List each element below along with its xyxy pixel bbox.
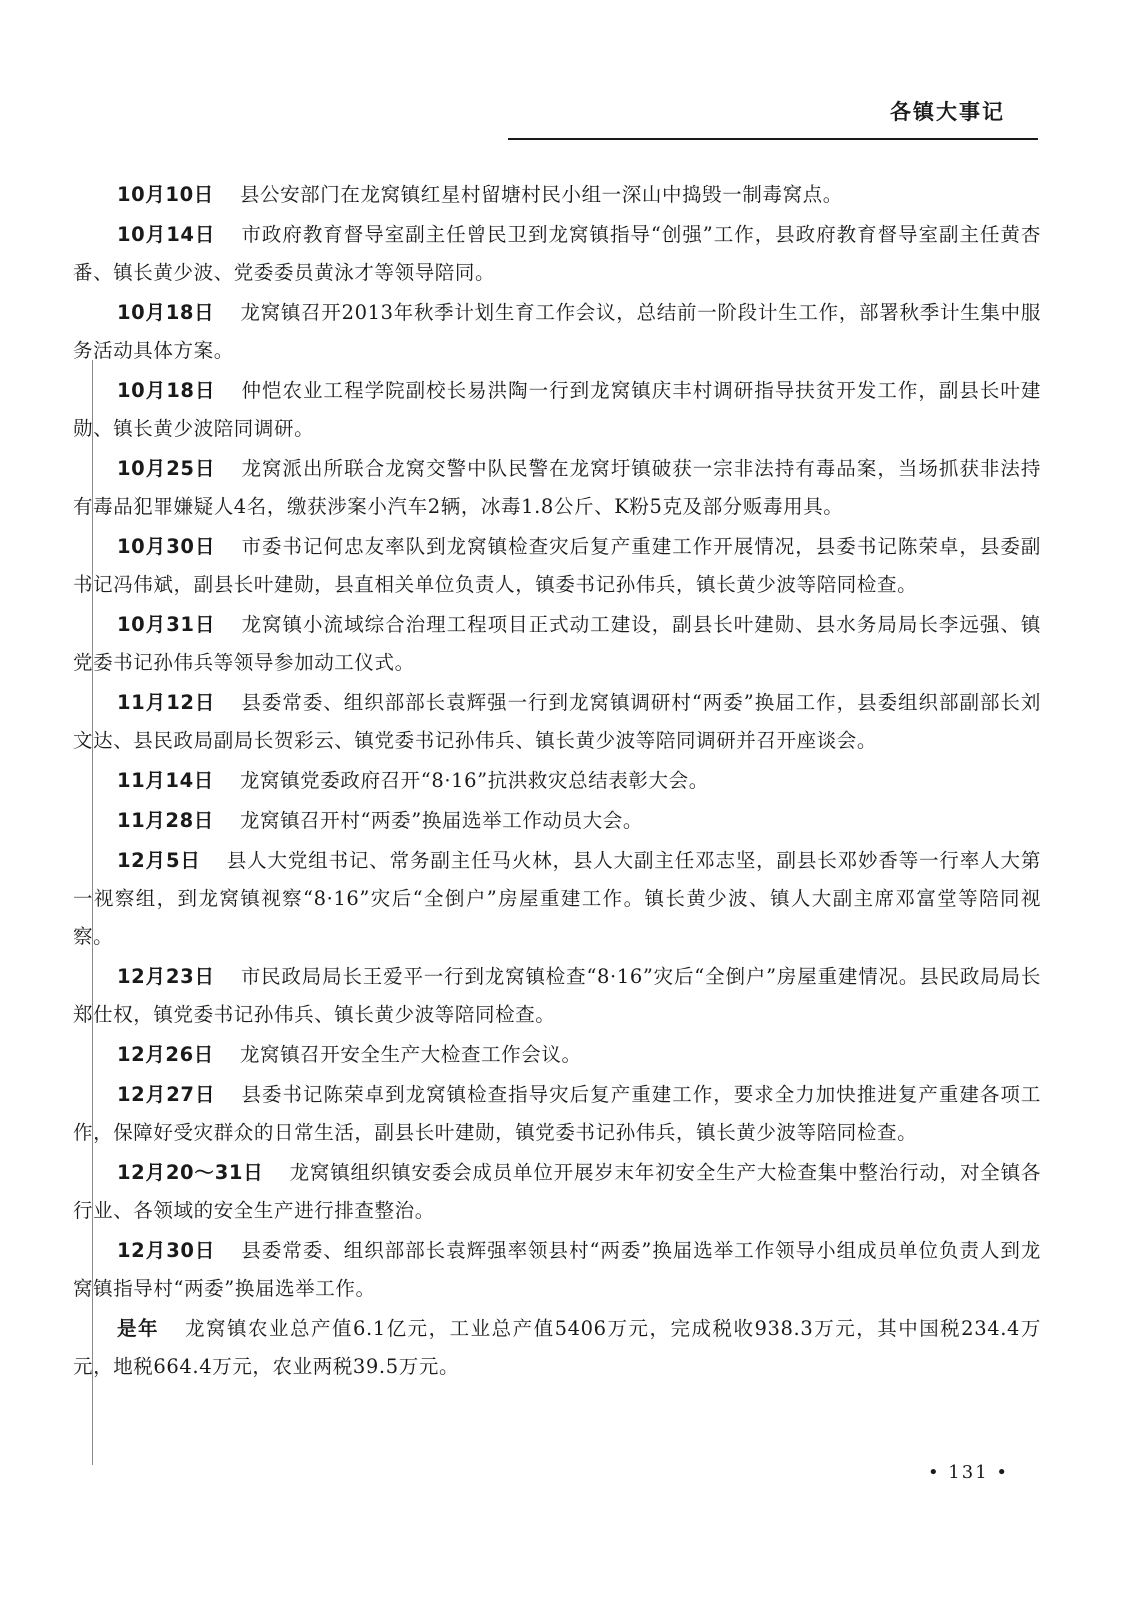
- entry-date: 11月12日: [117, 691, 216, 714]
- chronicle-entry: [73, 450, 1041, 526]
- entry-text: 龙窝镇农业总产值6.1亿元，工业总产值5406万元，完成税收938.3万元，其中国税234.4万元，地税664.4万元，农业两税39.5万元。: [73, 1317, 1042, 1378]
- chronicle-entry: [73, 294, 1041, 370]
- entry-text: 龙窝镇召开安全生产大检查工作会议。: [239, 1043, 582, 1066]
- entry-date: 11月14日: [117, 769, 214, 792]
- entry-date: 12月20～31日: [117, 1161, 264, 1184]
- entry-text: 龙窝镇召开村“两委”换届选举工作动员大会。: [239, 809, 643, 832]
- chronicle-entries: [73, 176, 1041, 1388]
- entry-text: 县委书记陈荣卓到龙窝镇检查指导灾后复产重建工作，要求全力加快推进复产重建各项工作，保障好受灾群众的日常生活，副县长叶建勋，镇党委书记孙伟兵，镇长黄少波等陪同检查。: [73, 1083, 1041, 1144]
- chronicle-entry: [73, 528, 1041, 604]
- entry-text: 仲恺农业工程学院副校长易洪陶一行到龙窝镇庆丰村调研指导扶贫开发工作，副县长叶建勋、镇长黄少波陪同调研。: [73, 379, 1041, 440]
- header-rule: [508, 138, 1038, 140]
- entry-date: 10月18日: [117, 301, 215, 324]
- running-header-title: 各镇大事记: [890, 100, 1005, 124]
- entry-date: 12月27日: [117, 1083, 216, 1106]
- page-number: • 131 •: [927, 1462, 1009, 1483]
- entry-text: 县委常委、组织部部长袁辉强一行到龙窝镇调研村“两委”换届工作，县委组织部副部长刘文达、县民政局副局长贺彩云、镇党委书记孙伟兵、镇长黄少波等陪同调研并召开座谈会。: [73, 691, 1041, 752]
- entry-date: 10月31日: [117, 613, 216, 636]
- entry-text: 龙窝派出所联合龙窝交警中队民警在龙窝圩镇破获一宗非法持有毒品案，当场抓获非法持有毒品犯罪嫌疑人4名，缴获涉案小汽车2辆，冰毒1.8公斤、K粉5克及部分贩毒用具。: [73, 457, 1041, 518]
- chronicle-entry: [73, 1036, 1041, 1074]
- chronicle-entry: [73, 216, 1041, 292]
- entry-text: 龙窝镇党委政府召开“8·16”抗洪救灾总结表彰大会。: [239, 769, 709, 792]
- chronicle-entry: [73, 1310, 1041, 1386]
- entry-date: 10月25日: [117, 457, 216, 480]
- chronicle-entry: [73, 1154, 1041, 1230]
- entry-date: 10月10日: [117, 183, 214, 206]
- entry-date: 10月30日: [117, 535, 216, 558]
- entry-date: 12月26日: [117, 1043, 214, 1066]
- entry-date: 12月23日: [117, 965, 215, 988]
- chronicle-entry: [73, 606, 1041, 682]
- chronicle-entry: [73, 762, 1041, 800]
- entry-text: 龙窝镇组织镇安委会成员单位开展岁末年初安全生产大检查集中整治行动，对全镇各行业、各领域的安全生产进行排查整治。: [73, 1161, 1041, 1222]
- entry-date: 10月18日: [117, 379, 216, 402]
- chronicle-entry: [73, 372, 1041, 448]
- chronicle-entry: [73, 842, 1041, 956]
- entry-date: 是年: [117, 1317, 159, 1340]
- chronicle-entry: [73, 684, 1041, 760]
- chronicle-entry: [73, 802, 1041, 840]
- entry-text: 县委常委、组织部部长袁辉强率领县村“两委”换届选举工作领导小组成员单位负责人到龙窝镇指导村“两委”换届选举工作。: [73, 1239, 1041, 1300]
- entry-date: 12月30日: [117, 1239, 216, 1262]
- entry-text: 市政府教育督导室副主任曾民卫到龙窝镇指导“创强”工作，县政府教育督导室副主任黄杏番、镇长黄少波、党委委员黄泳才等领导陪同。: [73, 223, 1041, 284]
- chronicle-entry: [73, 1232, 1041, 1308]
- chronicle-entry: [73, 176, 1041, 214]
- entry-text: 龙窝镇小流域综合治理工程项目正式动工建设，副县长叶建勋、县水务局局长李远强、镇党委书记孙伟兵等领导参加动工仪式。: [73, 613, 1041, 674]
- entry-date: 12月5日: [117, 849, 201, 872]
- entry-date: 11月28日: [117, 809, 214, 832]
- chronicle-entry: [73, 1076, 1041, 1152]
- entry-date: 10月14日: [117, 223, 216, 246]
- entry-text: 龙窝镇召开2013年秋季计划生育工作会议，总结前一阶段计生工作，部署秋季计生集中服务活动具体方案。: [73, 301, 1041, 362]
- entry-text: 县人大党组书记、常务副主任马火林，县人大副主任邓志坚，副县长邓妙香等一行率人大第一视察组，到龙窝镇视察“8·16”灾后“全倒户”房屋重建工作。镇长黄少波、镇人大副主席邓富堂等陪同视察。: [73, 849, 1041, 948]
- entry-text: 县公安部门在龙窝镇红星村留塘村民小组一深山中捣毁一制毒窝点。: [239, 183, 843, 206]
- entry-text: 市委书记何忠友率队到龙窝镇检查灾后复产重建工作开展情况，县委书记陈荣卓，县委副书记冯伟斌，副县长叶建勋，县直相关单位负责人，镇委书记孙伟兵，镇长黄少波等陪同检查。: [73, 535, 1041, 596]
- chronicle-entry: [73, 958, 1041, 1034]
- entry-text: 市民政局局长王爱平一行到龙窝镇检查“8·16”灾后“全倒户”房屋重建情况。县民政局局长郑仕权，镇党委书记孙伟兵、镇长黄少波等陪同检查。: [73, 965, 1041, 1026]
